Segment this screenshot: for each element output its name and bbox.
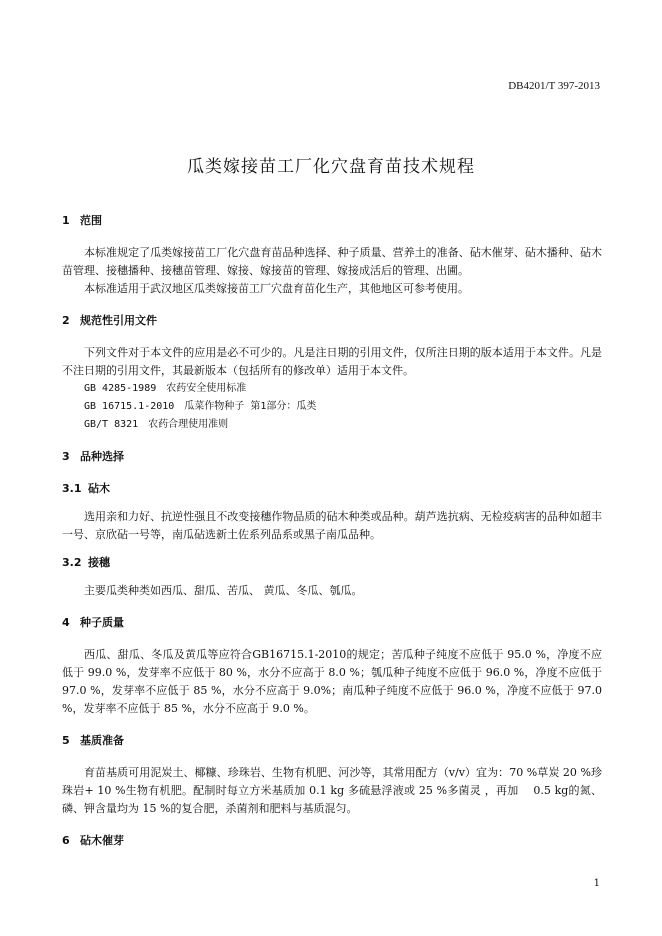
paragraph: 选用亲和力好、抗逆性强且不改变接穗作物品质的砧木种类或品种。葫芦选抗病、无检疫病害的品种如超丰一号、京欣砧一号等，南瓜砧选新土佐系列品系或黑子南瓜品种。 — [62, 510, 602, 541]
section-title: 品种选择 — [80, 450, 124, 463]
section-number: 3.1 — [62, 482, 82, 495]
paragraph: 主要瓜类种类如西瓜、甜瓜、苦瓜、 黄瓜、冬瓜、瓠瓜。 — [84, 584, 363, 597]
section-heading-2 — [62, 312, 602, 330]
section-title: 规范性引用文件 — [80, 314, 157, 327]
section-heading-3 — [62, 448, 602, 466]
document-body — [62, 212, 602, 850]
section-title: 基质准备 — [80, 734, 124, 747]
section-title: 砧木 — [88, 482, 110, 495]
section-heading-1 — [62, 212, 602, 230]
section-title: 种子质量 — [80, 616, 124, 629]
section-title: 范围 — [80, 214, 102, 227]
reference-item: GB 16715.1-2010 瓜菜作物种子 第1部分：瓜类 — [84, 401, 317, 412]
page-title: 瓜类嫁接苗工厂化穴盘育苗技术规程 — [187, 157, 475, 177]
section-number: 3.2 — [62, 556, 82, 569]
paragraph: 下列文件对于本文件的应用是必不可少的。凡是注日期的引用文件，仅所注日期的版本适用于本文件。凡是不注日期的引用文件，其最新版本（包括所有的修改单）适用于本文件。 — [62, 346, 602, 377]
reference-item: GB 4285-1989 农药安全使用标准 — [84, 383, 247, 394]
section-number: 6 — [62, 834, 70, 847]
section-heading-4 — [62, 614, 602, 632]
section-heading-5 — [62, 732, 602, 750]
reference-item: GB/T 8321 农药合理使用准则 — [84, 419, 229, 430]
paragraph: 本标准规定了瓜类嫁接苗工厂化穴盘育苗品种选择、种子质量、营养土的准备、砧木催芽、砧木播种、砧木苗管理、接穗播种、接穗苗管理、嫁接、嫁接苗的管理、嫁接成活后的管理、出圃。 — [62, 246, 602, 277]
section-number: 2 — [62, 314, 70, 327]
section-number: 5 — [62, 734, 70, 747]
document-number: DB4201/T 397-2013 — [508, 80, 600, 92]
section-title: 砧木催芽 — [80, 834, 124, 847]
section-heading-6 — [62, 832, 602, 850]
section-title: 接穗 — [88, 556, 110, 569]
subsection-heading-3-1 — [62, 480, 602, 498]
paragraph: 育苗基质可用泥炭土、椰糠、珍珠岩、生物有机肥、河沙等，其常用配方（v/v）宜为：70 %草炭 20 %珍珠岩+ 10 %生物有机肥。配制时每立方米基质加 0.1 kg 多硫悬浮液或 25 %多菌灵 ，再加 0.5 kg的氮、磷、钾含量均为 15 %的复合肥，杀菌剂和肥料与基质混匀。 — [62, 766, 602, 815]
paragraph: 本标准适用于武汉地区瓜类嫁接苗工厂穴盘育苗化生产，其他地区可参考使用。 — [84, 282, 469, 295]
subsection-heading-3-2 — [62, 554, 602, 572]
section-number: 3 — [62, 450, 70, 463]
paragraph: 西瓜、甜瓜、冬瓜及黄瓜等应符合GB16715.1-2010的规定；苦瓜种子纯度不应低于 95.0 %，净度不应低于 99.0 %，发芽率不应低于 80 %，水分不应高于 8.0 %；瓠瓜种子纯度不应低于 96.0 %，净度不应低于 97.0 %，发芽率不应低于 85 %，水分不应高于 9.0%；南瓜种子纯度不应低于 96.0 %，净度不应低于 97.0 %，发芽率不应低于 85 %，水分不应高于 9.0 %。 — [62, 648, 602, 715]
section-number: 1 — [62, 214, 70, 227]
section-number: 4 — [62, 616, 70, 629]
page-number: 1 — [593, 878, 600, 889]
